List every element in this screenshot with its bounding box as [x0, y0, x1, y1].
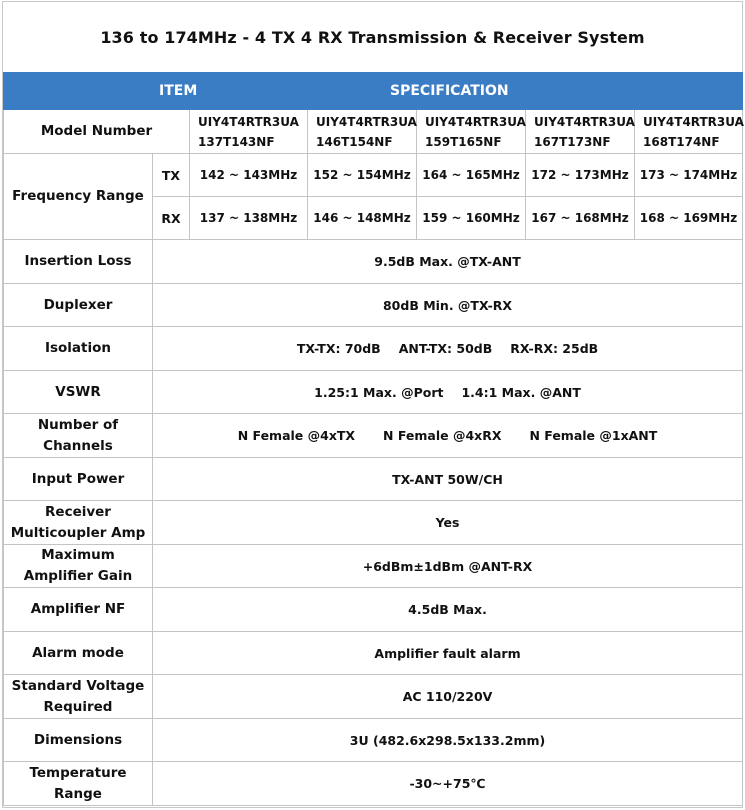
- spec-sheet: [2, 1, 743, 808]
- row-value: 1.25:1 Max. @Port 1.4:1 Max. @ANT: [153, 371, 743, 414]
- rx-frequency: 137 ~ 138MHz: [190, 197, 308, 240]
- model-cell: UIY4T4RTR3UA 137T143NF: [190, 110, 308, 154]
- isolation-row: [4, 327, 743, 371]
- row-label: VSWR: [4, 371, 153, 414]
- tx-label: TX: [153, 154, 190, 197]
- row-value: -30~+75℃: [153, 762, 743, 806]
- tx-frequency: 173 ~ 174MHz: [635, 154, 743, 197]
- row-value: Amplifier fault alarm: [153, 632, 743, 675]
- row-label: Number of Channels: [4, 414, 153, 458]
- tx-frequency: 152 ~ 154MHz: [308, 154, 417, 197]
- row-label: Input Power: [4, 458, 153, 501]
- row-label: Model Number: [4, 110, 190, 154]
- input-power-row: [4, 458, 743, 501]
- row-value: Yes: [153, 501, 743, 545]
- row-label: Amplifier NF: [4, 588, 153, 632]
- row-value: 4.5dB Max.: [153, 588, 743, 632]
- rx-frequency: 167 ~ 168MHz: [526, 197, 635, 240]
- channels-row: [4, 414, 743, 458]
- rx-frequency: 159 ~ 160MHz: [417, 197, 526, 240]
- receiver-amp-row: [4, 501, 743, 545]
- rx-frequency: 146 ~ 148MHz: [308, 197, 417, 240]
- model-cell: UIY4T4RTR3UA 159T165NF: [417, 110, 526, 154]
- row-label: Alarm mode: [4, 632, 153, 675]
- rx-label: RX: [153, 197, 190, 240]
- tx-frequency: 172 ~ 173MHz: [526, 154, 635, 197]
- vswr-row: [4, 371, 743, 414]
- row-value: TX-ANT 50W/CH: [153, 458, 743, 501]
- row-value: N Female @4xTX N Female @4xRX N Female @1xANT: [153, 414, 743, 458]
- dimensions-row: [4, 719, 743, 762]
- model-cell: UIY4T4RTR3UA 146T154NF: [308, 110, 417, 154]
- frequency-tx-row: [4, 154, 743, 197]
- row-value: TX-TX: 70dB ANT-TX: 50dB RX-RX: 25dB: [153, 327, 743, 371]
- row-label: Maximum Amplifier Gain: [4, 545, 153, 588]
- row-label: Dimensions: [4, 719, 153, 762]
- row-label: Receiver Multicoupler Amp: [4, 501, 153, 545]
- tx-frequency: 164 ~ 165MHz: [417, 154, 526, 197]
- model-cell: UIY4T4RTR3UA 168T174NF: [635, 110, 743, 154]
- page-title: 136 to 174MHz - 4 TX 4 RX Transmission & Receiver System: [100, 27, 645, 47]
- row-label: Insertion Loss: [4, 240, 153, 284]
- rx-frequency: 168 ~ 169MHz: [635, 197, 743, 240]
- tx-frequency: 142 ~ 143MHz: [190, 154, 308, 197]
- amp-nf-row: [4, 588, 743, 632]
- row-value: +6dBm±1dBm @ANT-RX: [153, 545, 743, 588]
- header-item: ITEM: [4, 73, 308, 110]
- header-row: [4, 73, 743, 110]
- voltage-row: [4, 675, 743, 719]
- max-gain-row: [4, 545, 743, 588]
- row-label: Duplexer: [4, 284, 153, 327]
- row-label: Frequency Range: [4, 154, 153, 240]
- row-value: AC 110/220V: [153, 675, 743, 719]
- row-value: 3U (482.6x298.5x133.2mm): [153, 719, 743, 762]
- row-label: Standard Voltage Required: [4, 675, 153, 719]
- model-number-row: [4, 110, 743, 154]
- row-label: Isolation: [4, 327, 153, 371]
- row-value: 80dB Min. @TX-RX: [153, 284, 743, 327]
- insertion-loss-row: [4, 240, 743, 284]
- alarm-row: [4, 632, 743, 675]
- temperature-row: [4, 762, 743, 806]
- row-value: 9.5dB Max. @TX-ANT: [153, 240, 743, 284]
- model-cell: UIY4T4RTR3UA 167T173NF: [526, 110, 635, 154]
- header-specification: SPECIFICATION: [308, 73, 743, 110]
- spec-table: [3, 72, 743, 806]
- duplexer-row: [4, 284, 743, 327]
- row-label: Temperature Range: [4, 762, 153, 806]
